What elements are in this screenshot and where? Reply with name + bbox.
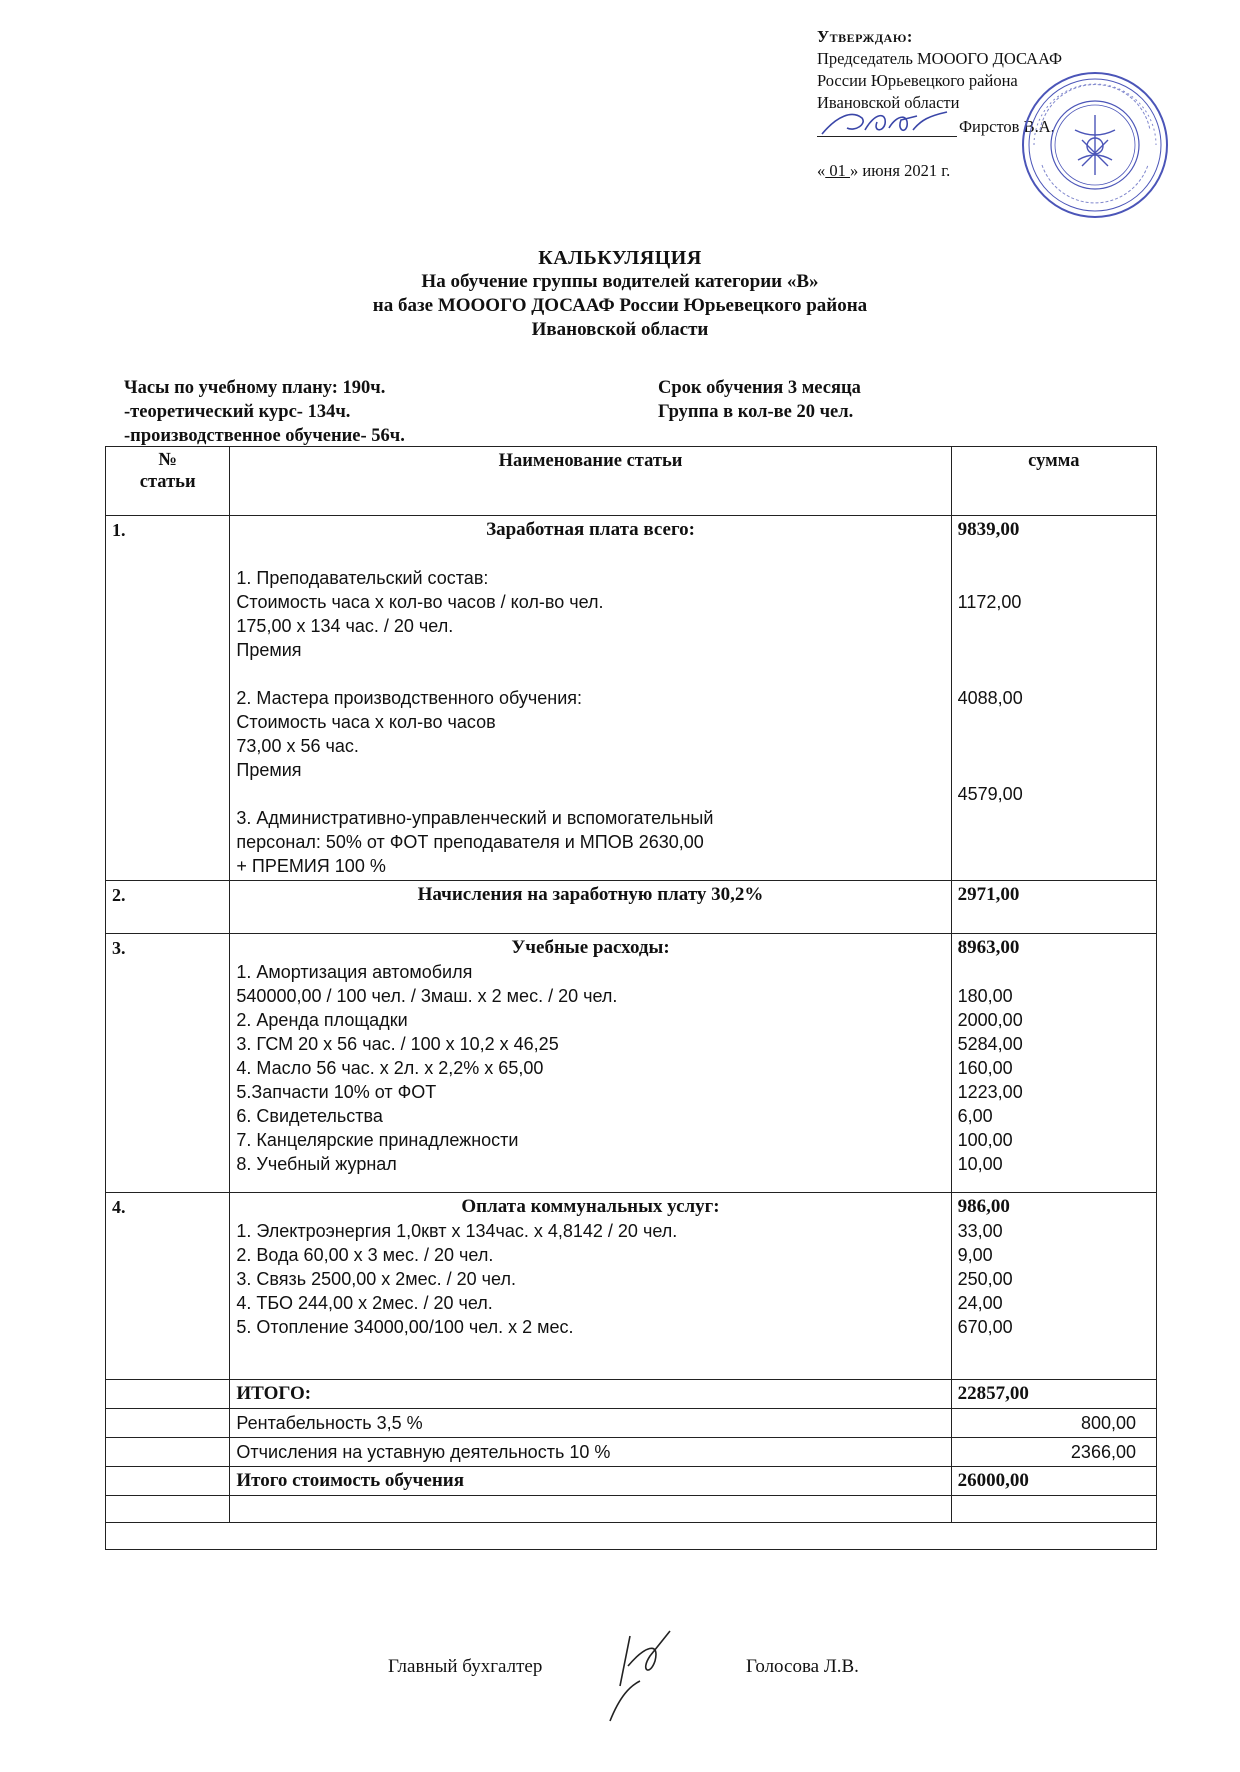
line-sum: 5284,00: [957, 1034, 1023, 1054]
line-item: Стоимость часа х кол-во часов / кол-во чел.: [236, 592, 604, 612]
group-size: Группа в кол-ве 20 чел.: [658, 402, 854, 422]
charter-deduction-label: Отчисления на уставную деятельность 10 %: [230, 1438, 951, 1467]
spacer: [958, 566, 1150, 590]
spacer: [958, 960, 1150, 984]
final-cost-label: Итого стоимость обучения: [230, 1467, 951, 1496]
empty-cell: [106, 1496, 230, 1523]
line-item: 1. Амортизация автомобиля: [236, 962, 473, 982]
approval-line: Председатель МОООГО ДОСААФ: [817, 49, 1062, 68]
line-sum: 9,00: [957, 1245, 993, 1265]
title-line: на базе МОООГО ДОСААФ России Юрьевецкого района: [372, 295, 868, 316]
header-number: [106, 447, 230, 516]
grand-total-label: ИТОГО:: [230, 1380, 951, 1409]
empty-cell: [951, 1496, 1156, 1523]
line-item: 3. ГСМ 20 х 56 час. / 100 х 10,2 х 46,25: [236, 1034, 559, 1054]
row-number: [106, 1438, 230, 1467]
line-item: Премия: [236, 760, 302, 780]
line-sum: 4579,00: [957, 784, 1023, 804]
spacer: [958, 638, 1150, 662]
director-signature-icon: [817, 106, 957, 140]
line-item: Премия: [236, 640, 302, 660]
row-number: [106, 1380, 230, 1409]
grand-total-value: 22857,00: [951, 1380, 1156, 1409]
term-duration: Срок обучения 3 месяца: [658, 378, 861, 398]
study-term: [658, 376, 861, 424]
section-total: 8963,00: [957, 937, 1020, 958]
table-row: [106, 1193, 1157, 1380]
header-sum: сумма: [951, 447, 1156, 516]
header-number-label: статьи: [139, 472, 196, 492]
table-row: [106, 1523, 1157, 1550]
line-item: 7. Канцелярские принадлежности: [236, 1130, 519, 1150]
spacer: [236, 542, 944, 566]
line-sum: 670,00: [957, 1317, 1013, 1337]
header-number-symbol: №: [158, 450, 177, 470]
row-number: 1.: [106, 516, 230, 881]
table-header-row: [106, 447, 1157, 516]
charter-deduction-value: 2366,00: [951, 1438, 1156, 1467]
study-hours: [124, 376, 405, 448]
empty-cell: [106, 1523, 1157, 1550]
section-total: 2971,00: [957, 884, 1020, 905]
spacer: [236, 907, 944, 931]
line-item: персонал: 50% от ФОТ преподавателя и МПОВ 2630,00: [236, 832, 704, 852]
line-item: 2. Аренда площадки: [236, 1010, 408, 1030]
title-line: Ивановской области: [531, 319, 709, 340]
line-item: 5.Запчасти 10% от ФОТ: [236, 1082, 437, 1102]
total-hours: Часы по учебному плану: 190ч.: [124, 378, 386, 398]
line-item: 3. Связь 2500,00 х 2мес. / 20 чел.: [236, 1269, 516, 1289]
line-item: 3. Административно-управленческий и вспомогательный: [236, 808, 714, 828]
line-sum: 4088,00: [957, 688, 1023, 708]
accountant-role: Главный бухгалтер: [388, 1656, 543, 1677]
section-title: Заработная плата всего:: [486, 519, 695, 540]
line-sum: 33,00: [957, 1221, 1003, 1241]
profitability-value: 800,00: [951, 1409, 1156, 1438]
line-sum: 180,00: [957, 986, 1013, 1006]
table-row: [106, 934, 1157, 1193]
approval-line: России Юрьевецкого района: [817, 71, 1018, 90]
section-title: Начисления на заработную плату 30,2%: [417, 884, 764, 905]
spacer: [236, 1363, 944, 1377]
date-quote-close: »: [850, 161, 859, 180]
line-item: Стоимость часа х кол-во часов: [236, 712, 496, 732]
theory-hours: -теоретический курс- 134ч.: [124, 402, 351, 422]
date-month-year: июня 2021 г.: [858, 161, 951, 180]
accountant-signature-icon: [600, 1626, 680, 1726]
line-item: 1. Преподавательский состав:: [236, 568, 489, 588]
line-sum: 2000,00: [957, 1010, 1023, 1030]
approval-line: Ивановской области: [817, 93, 960, 112]
line-item: 1. Электроэнергия 1,0квт х 134час. х 4,8142 / 20 чел.: [236, 1221, 678, 1241]
spacer: [958, 710, 1150, 734]
line-sum: 250,00: [957, 1269, 1013, 1289]
line-item: 8. Учебный журнал: [236, 1154, 397, 1174]
date-day: 01: [825, 161, 850, 180]
line-sum: 1223,00: [957, 1082, 1023, 1102]
line-item: 6. Свидетельства: [236, 1106, 383, 1126]
line-item: 2. Мастера производственного обучения:: [236, 688, 583, 708]
spacer: [958, 614, 1150, 638]
spacer: [236, 662, 944, 686]
section-title: Оплата коммунальных услуг:: [461, 1196, 720, 1217]
line-item: 2. Вода 60,00 х 3 мес. / 20 чел.: [236, 1245, 494, 1265]
title-line: На обучение группы водителей категории «В»: [421, 271, 819, 292]
row-number: [106, 1467, 230, 1496]
line-sum: 6,00: [957, 1106, 993, 1126]
row-number: 4.: [106, 1193, 230, 1380]
line-item: 5. Отопление 34000,00/100 чел. х 2 мес.: [236, 1317, 574, 1337]
line-sum: 1172,00: [957, 592, 1022, 612]
line-item: 175,00 х 134 час. / 20 чел.: [236, 616, 454, 636]
section-title: Учебные расходы:: [511, 937, 670, 958]
title-line: КАЛЬКУЛЯЦИЯ: [538, 247, 702, 269]
spacer: [958, 758, 1150, 782]
line-item: 73,00 х 56 час.: [236, 736, 359, 756]
row-content: [230, 1193, 951, 1380]
row-number: 3.: [106, 934, 230, 1193]
line-sum: 100,00: [957, 1130, 1013, 1150]
accountant-name: Голосова Л.В.: [746, 1656, 859, 1677]
header-name: Наименование статьи: [230, 447, 951, 516]
empty-cell: [230, 1496, 951, 1523]
table-row: [106, 1438, 1157, 1467]
practice-hours: -производственное обучение- 56ч.: [124, 426, 405, 446]
line-item: 4. Масло 56 час. х 2л. х 2,2% х 65,00: [236, 1058, 544, 1078]
line-sum: 24,00: [957, 1293, 1003, 1313]
organization-seal-icon: [1020, 70, 1170, 220]
row-content: [230, 881, 951, 934]
document-title: [0, 246, 1240, 342]
row-number: [106, 1409, 230, 1438]
approval-heading: Утверждаю:: [817, 27, 913, 46]
row-sums: [951, 881, 1156, 934]
row-sums: [951, 934, 1156, 1193]
spacer: [958, 662, 1150, 686]
row-sums: [951, 516, 1156, 881]
spacer: [236, 1339, 944, 1363]
spacer: [236, 782, 944, 806]
approval-signatory: Фирстов В.А.: [959, 117, 1055, 136]
section-total: 986,00: [957, 1196, 1010, 1217]
line-item: 4. ТБО 244,00 х 2мес. / 20 чел.: [236, 1293, 493, 1313]
date-quote-open: «: [817, 161, 826, 180]
spacer: [236, 1176, 944, 1190]
line-sum: 10,00: [957, 1154, 1003, 1174]
final-cost-value: 26000,00: [951, 1467, 1156, 1496]
table-row: [106, 1467, 1157, 1496]
row-sums: [951, 1193, 1156, 1380]
table-row: [106, 1409, 1157, 1438]
line-item: + ПРЕМИЯ 100 %: [236, 856, 386, 876]
line-sum: 160,00: [957, 1058, 1013, 1078]
line-item: 540000,00 / 100 чел. / 3маш. х 2 мес. / 20 чел.: [236, 986, 618, 1006]
row-content: [230, 934, 951, 1193]
section-total: 9839,00: [957, 519, 1020, 540]
spacer: [958, 734, 1150, 758]
table-row: [106, 1380, 1157, 1409]
row-number: 2.: [106, 881, 230, 934]
table-row: [106, 881, 1157, 934]
table-row: [106, 1496, 1157, 1523]
profitability-label: Рентабельность 3,5 %: [230, 1409, 951, 1438]
table-row: [106, 516, 1157, 881]
calculation-table: [105, 446, 1157, 1550]
row-content: [230, 516, 951, 881]
spacer: [958, 542, 1150, 566]
